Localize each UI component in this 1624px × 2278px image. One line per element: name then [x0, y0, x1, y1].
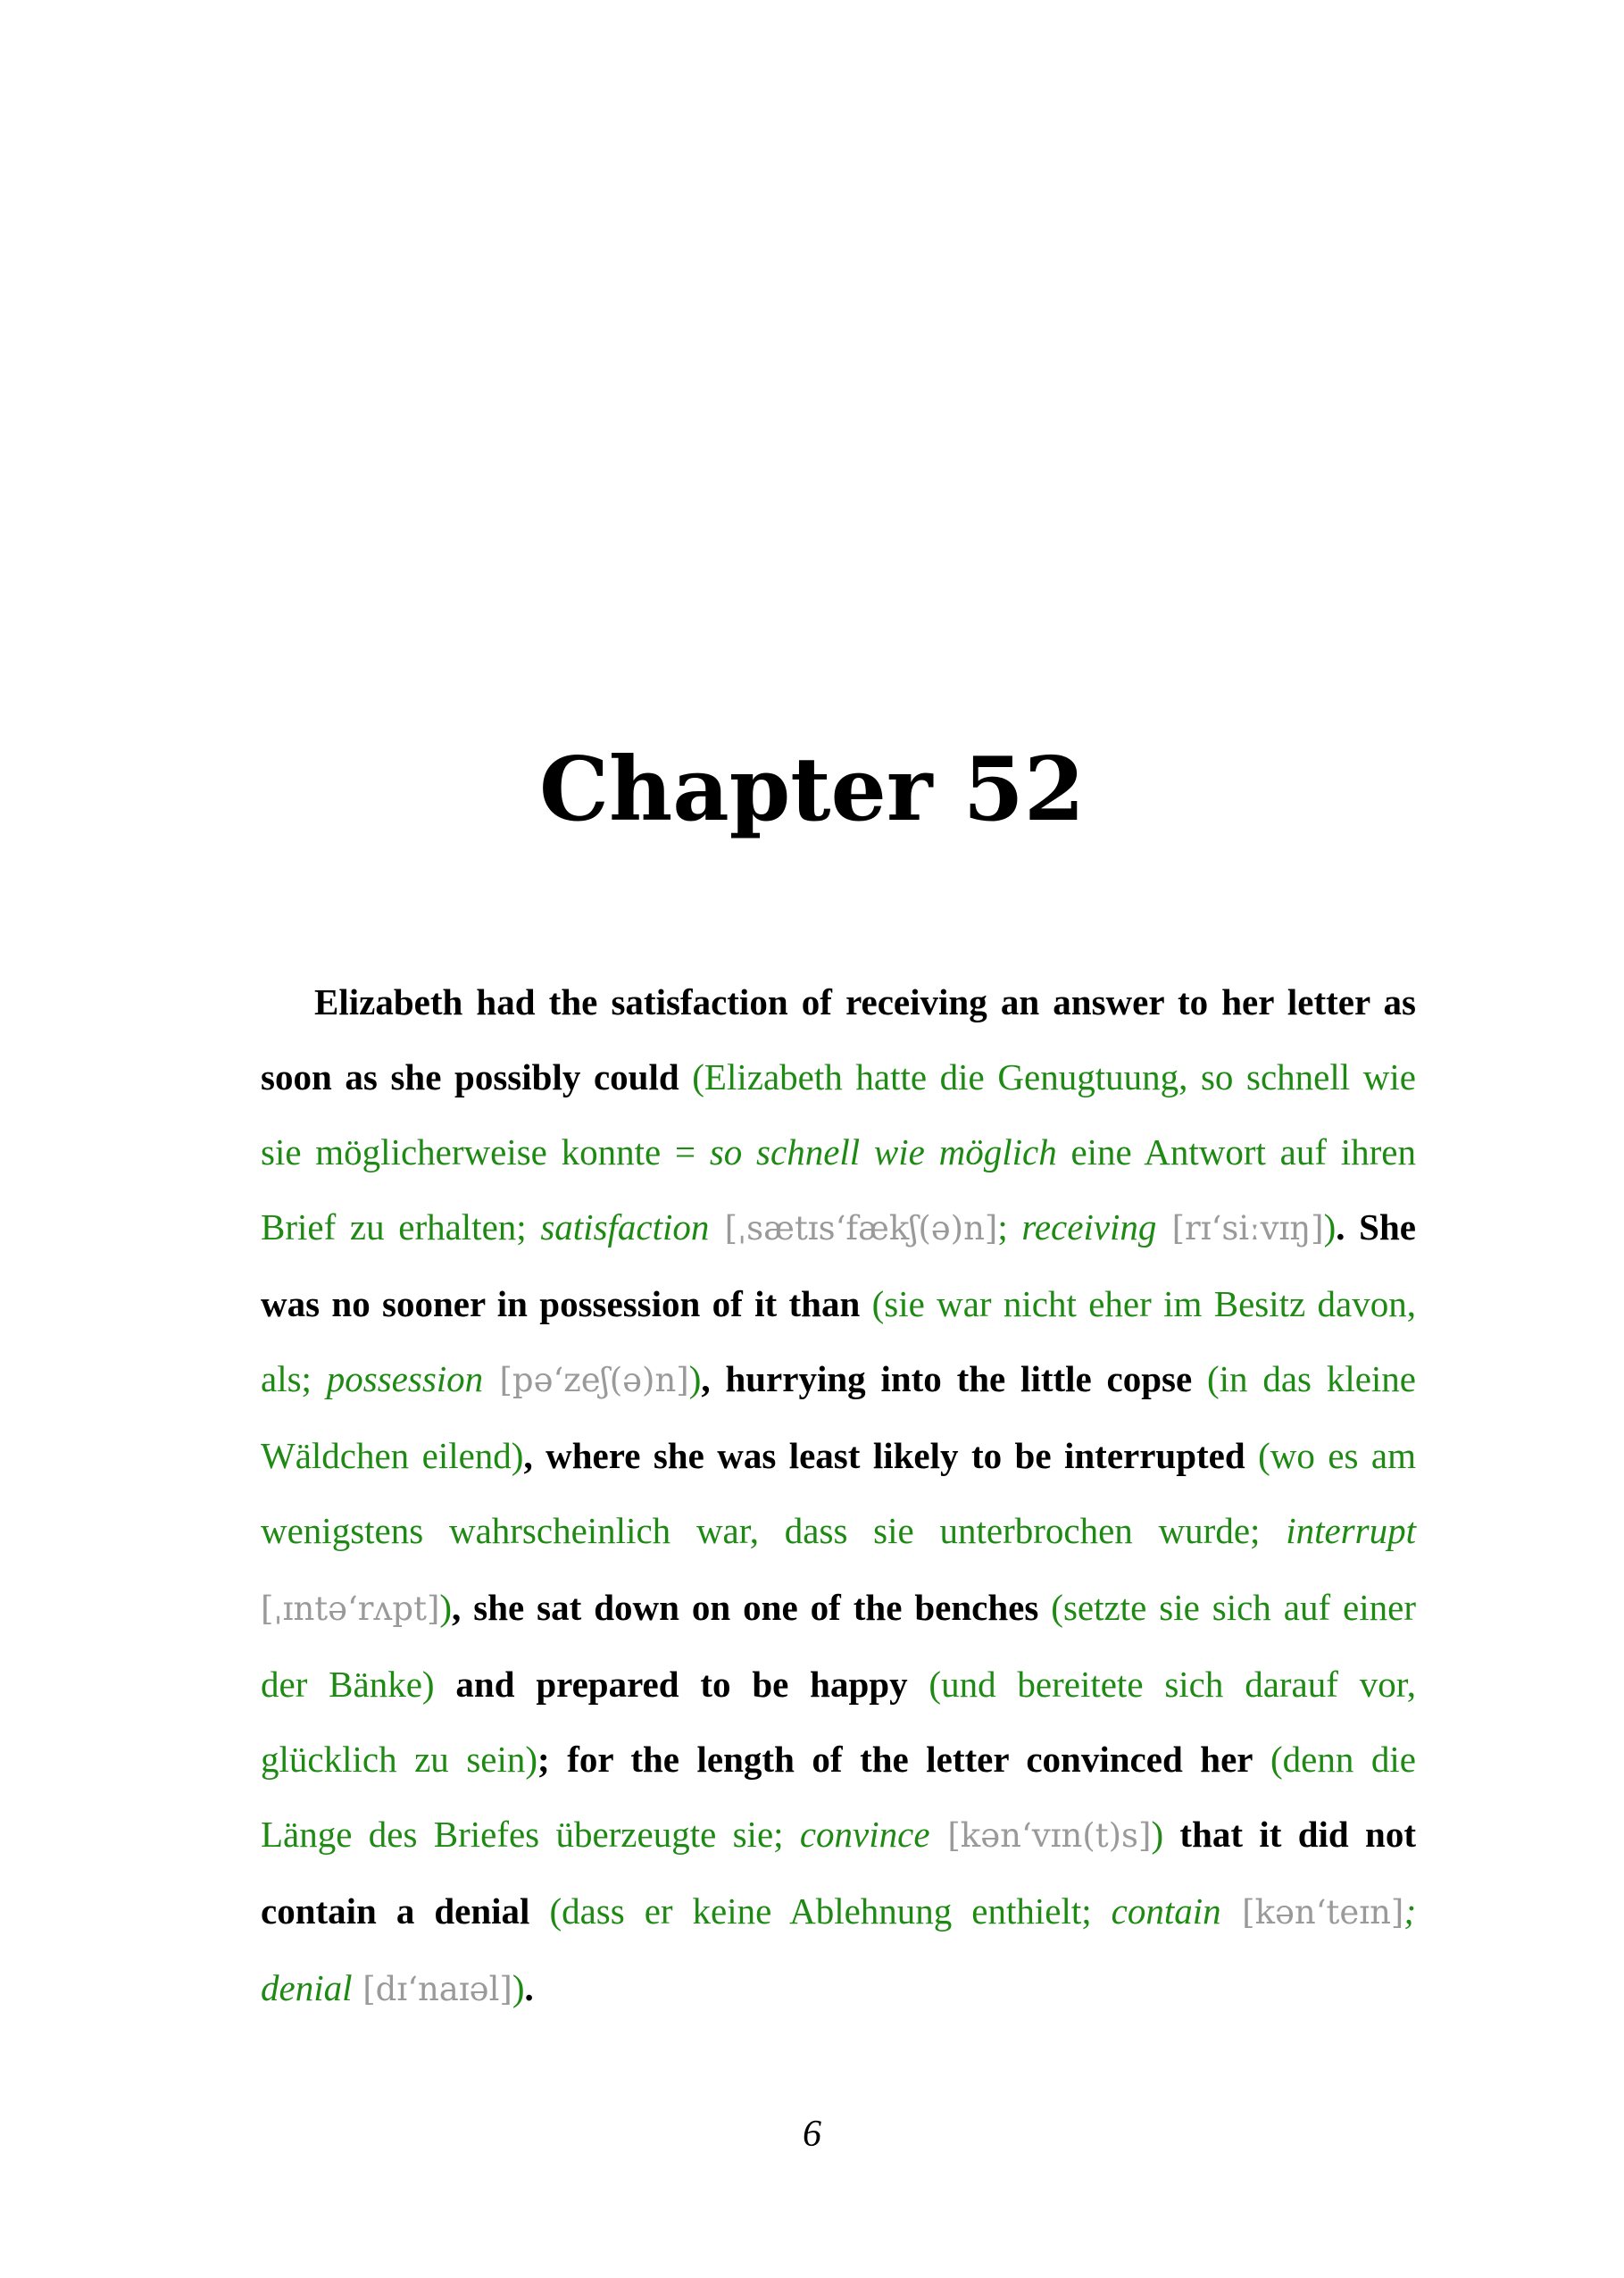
english-text: .: [524, 1967, 534, 2008]
english-text: ; for the length of the letter convinced her: [537, 1739, 1253, 1780]
german-translation: ;: [997, 1206, 1022, 1247]
german-keyword: so schnell wie möglich: [709, 1131, 1057, 1172]
german-translation: ): [512, 1967, 525, 2008]
english-text: . She was no sooner in possession of it than: [261, 1206, 1416, 1324]
phonetic-transcription: [ˌsætɪs‘fækʃ(ə)n]: [709, 1209, 998, 1247]
page-number: 6: [803, 2114, 821, 2155]
english-text: , where she was least likely to be interrupted: [523, 1435, 1245, 1476]
german-translation: (Elizabeth hatte die Genugtuung, so schnell wie sie möglicherweise konnte =: [261, 1056, 1416, 1172]
german-keyword: possession: [326, 1358, 484, 1399]
german-translation: ): [1323, 1206, 1337, 1247]
german-translation: eine Antwort auf ihren Brief zu erhalten;: [261, 1131, 1416, 1247]
english-text: and prepared to be happy: [434, 1664, 908, 1705]
german-translation: (sie war nicht eher im Besitz davon, als;: [261, 1283, 1416, 1399]
german-translation: ): [439, 1587, 453, 1628]
phonetic-transcription: [rɪ‘siːvɪŋ]: [1156, 1209, 1324, 1247]
phonetic-transcription: [pə‘zeʃ(ə)n]: [483, 1361, 689, 1399]
german-translation: (und bereitete sich darauf vor, glücklich zu sein): [261, 1664, 1416, 1780]
german-keyword: satisfaction: [540, 1206, 710, 1247]
german-keyword: interrupt: [1286, 1510, 1416, 1551]
english-text: Elizabeth had the satisfaction of receiving an answer to her letter as soon as she possibly could: [261, 981, 1416, 1097]
german-translation: (wo es am wenigstens wahrscheinlich war, dass sie unterbrochen wurde;: [261, 1435, 1416, 1551]
german-keyword: receiving: [1021, 1206, 1157, 1247]
phonetic-transcription: [dɪ‘naɪəl]: [352, 1970, 512, 2008]
german-translation: ): [688, 1358, 702, 1399]
phonetic-transcription: [ˌɪntə‘rʌpt]: [261, 1590, 440, 1628]
phonetic-transcription: [kən‘vɪn(t)s]: [929, 1816, 1152, 1855]
german-keyword: ; denial: [261, 1890, 1417, 2008]
german-translation: (setzte sie sich auf einer der Bänke): [261, 1587, 1417, 1705]
german-translation: (in das kleine Wäldchen eilend): [261, 1358, 1416, 1476]
phonetic-transcription: [kən‘teɪn]: [1220, 1893, 1404, 1932]
german-keyword: convince: [799, 1814, 930, 1855]
german-translation: (dass er keine Ablehnung enthielt;: [529, 1890, 1112, 1932]
german-translation: ): [1151, 1814, 1164, 1855]
english-text: , hurrying into the little copse: [701, 1358, 1193, 1399]
chapter-paragraph: [261, 964, 1416, 2027]
english-text: , she sat down on one of the benches: [452, 1587, 1039, 1628]
chapter-title: Chapter 52: [538, 738, 1086, 841]
german-translation: (denn die Länge des Briefes überzeugte sie;: [261, 1739, 1416, 1855]
german-keyword: contain: [1111, 1890, 1221, 1932]
english-text: that it did not contain a denial: [261, 1814, 1416, 1932]
